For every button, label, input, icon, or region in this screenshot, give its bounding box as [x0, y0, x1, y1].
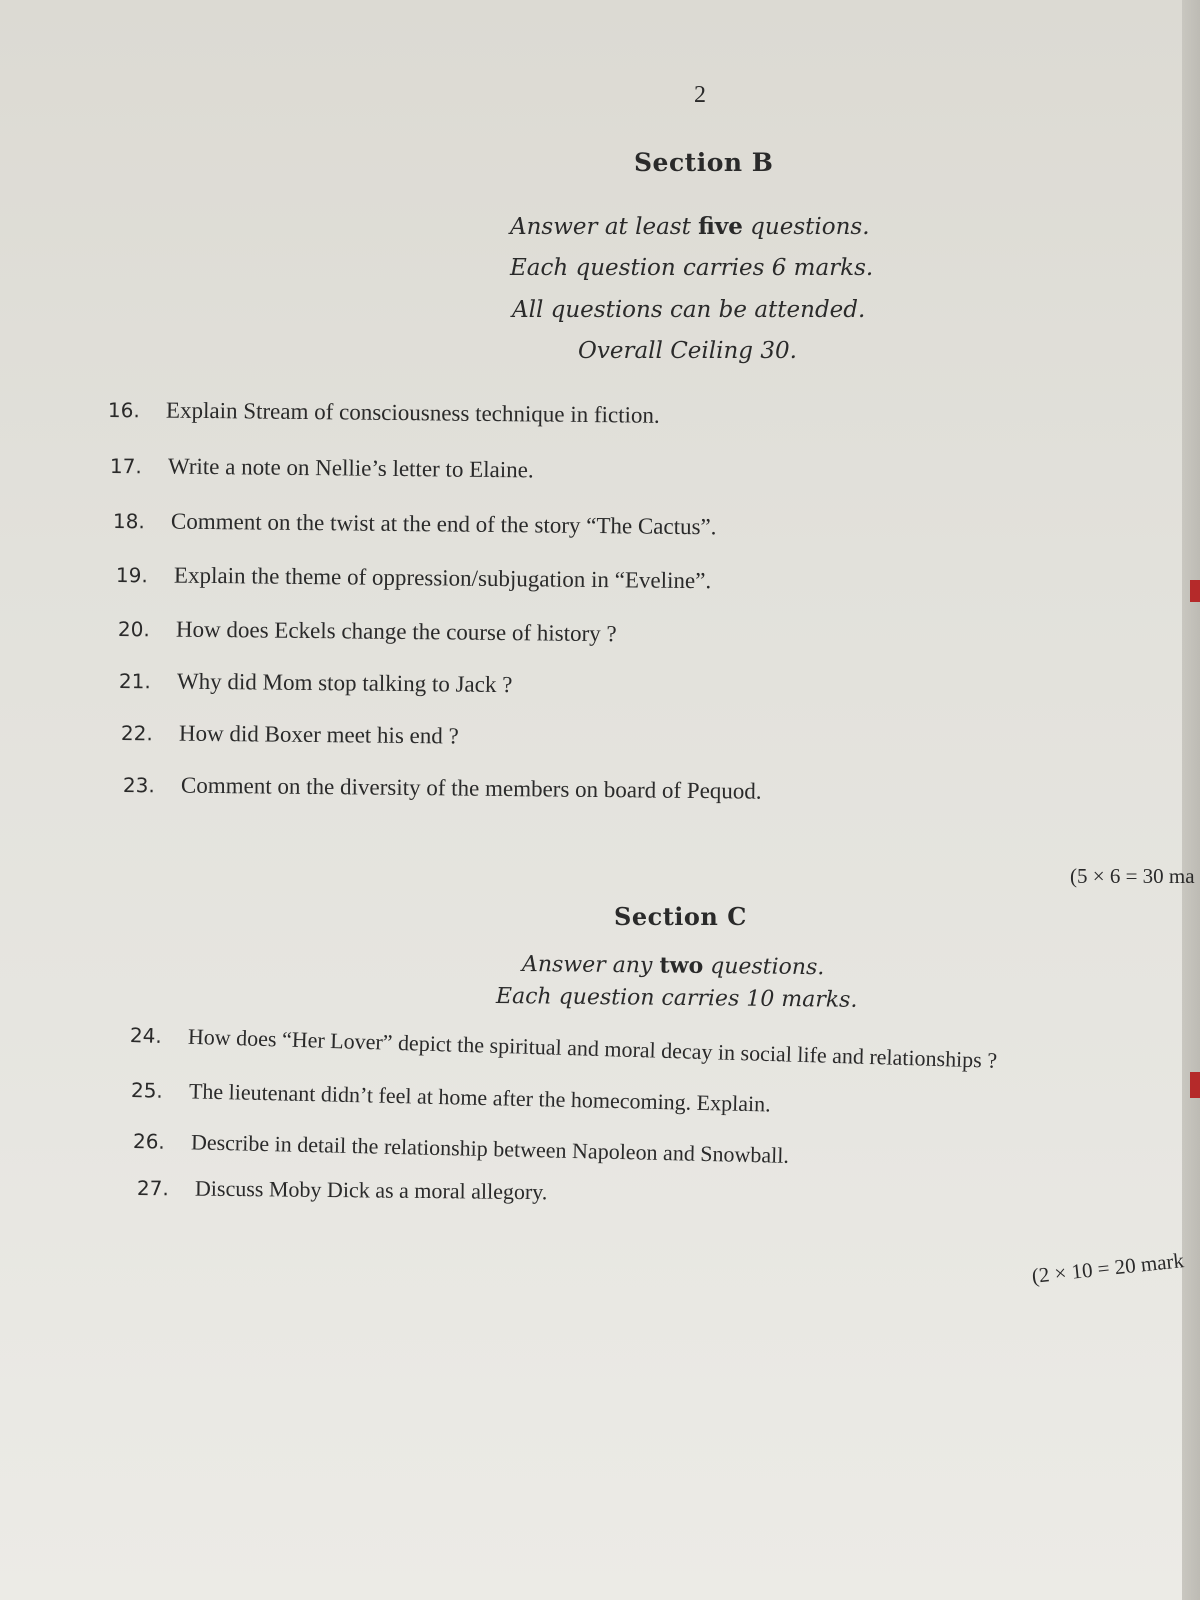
- question-text: Describe in detail the relationship between Napoleon and Snowball.: [190, 1129, 790, 1168]
- question-item: [118, 616, 617, 647]
- question-text: Discuss Moby Dick as a moral allegory.: [194, 1175, 548, 1205]
- question-number: 19.: [115, 563, 148, 588]
- question-item: [121, 720, 459, 750]
- question-number: 16.: [107, 398, 140, 423]
- question-text: How does Eckels change the course of history ?: [175, 616, 617, 647]
- red-tab-mark: [1190, 1072, 1200, 1098]
- page-number: 2: [694, 82, 706, 108]
- question-text: How does “Her Lover” depict the spiritual and moral decay in social life and relationships ?: [187, 1023, 998, 1073]
- question-text: Why did Mom stop talking to Jack ?: [176, 668, 513, 698]
- section-c-heading: Section C: [614, 902, 747, 931]
- question-text: Comment on the diversity of the members on board of Pequod.: [180, 772, 762, 804]
- question-number: 27.: [136, 1176, 169, 1201]
- instruction-line: Answer at least five questions.: [510, 213, 870, 240]
- question-item: [137, 1175, 548, 1205]
- instruction-line: Each question carries 6 marks.: [510, 255, 874, 281]
- question-text: How did Boxer meet his end ?: [178, 720, 459, 749]
- question-number: 24.: [129, 1023, 163, 1048]
- question-number: 25.: [130, 1078, 164, 1103]
- section-b-heading: Section B: [634, 148, 774, 177]
- question-number: 20.: [117, 617, 150, 642]
- question-text: Write a note on Nellie’s letter to Elaine.: [167, 453, 534, 483]
- marks-summary: (5 × 6 = 30 ma: [1070, 864, 1195, 888]
- red-tab-mark: [1190, 580, 1200, 602]
- question-text: Explain Stream of consciousness technique in fiction.: [165, 397, 660, 428]
- question-number: 22.: [120, 721, 153, 746]
- question-text: Comment on the twist at the end of the story “The Cactus”.: [170, 508, 717, 540]
- question-item: [110, 453, 534, 483]
- question-number: 21.: [118, 669, 151, 694]
- marks-summary: (2 × 10 = 20 mark: [1030, 1248, 1185, 1288]
- emphasis-word: two: [659, 952, 704, 979]
- instruction-line: Overall Ceiling 30.: [578, 338, 797, 364]
- question-text: Explain the theme of oppression/subjugation in “Eveline”.: [173, 562, 712, 594]
- instruction-line: Answer any two questions.: [521, 952, 825, 981]
- question-text: The lieutenant didn’t feel at home after the homecoming. Explain.: [188, 1078, 771, 1117]
- question-number: 17.: [109, 454, 142, 479]
- page-edge: [1182, 0, 1200, 1600]
- instruction-line: All questions can be attended.: [512, 297, 866, 323]
- question-number: 26.: [132, 1129, 166, 1154]
- question-item: [119, 668, 513, 698]
- instruction-line: Each question carries 10 marks.: [495, 984, 858, 1013]
- question-number: 18.: [112, 509, 145, 534]
- emphasis-word: five: [698, 213, 743, 240]
- question-number: 23.: [122, 773, 155, 798]
